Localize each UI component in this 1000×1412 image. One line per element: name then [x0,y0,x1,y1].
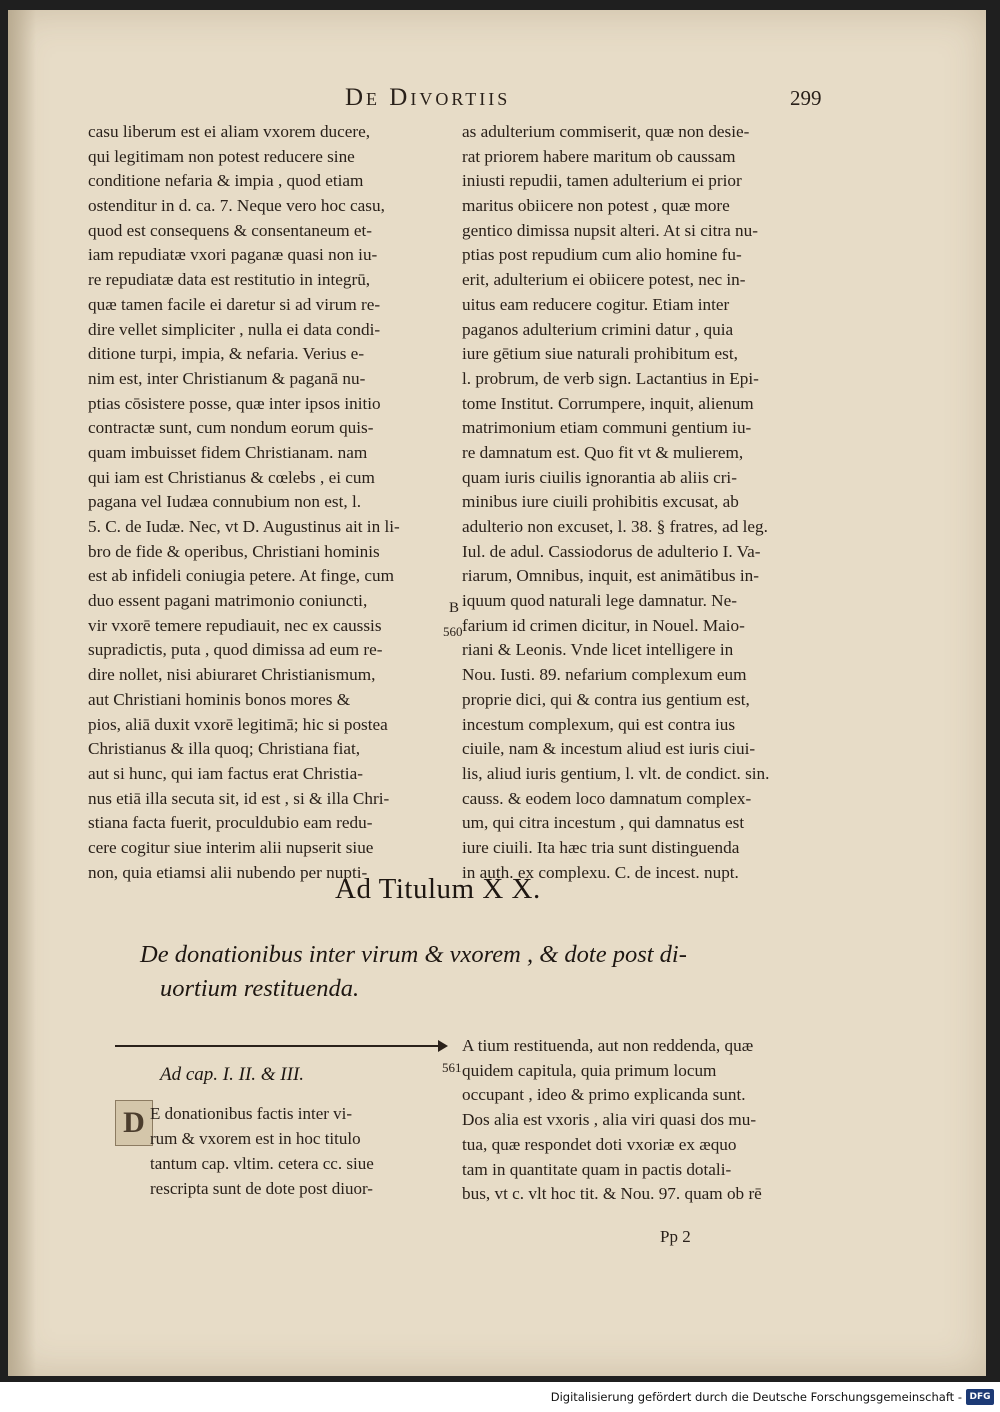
footer-credit: Digitalisierung gefördert durch die Deutsche Forschungsgemeinschaft - [550,1390,962,1404]
text-line: iure ciuili. Ita hæc tria sunt distinguenda [462,837,740,857]
text-line: iure gētium siue naturali prohibitum est, [462,344,738,364]
text-line: nus etiā illa secuta sit, id est , si & illa Chri- [88,788,390,808]
margin-letter-b: B [449,600,460,616]
text-line: rescripta sunt de dote post diuor- [150,1179,373,1198]
text-line: quam imbuisset fidem Christianam. nam [88,442,368,462]
text-line: rat priorem habere maritum ob caussam [462,146,736,166]
text-line: riani & Leonis. Vnde licet intelligere in [462,640,734,660]
text-line: qui iam est Christianus & cœlebs , ei cum [88,467,375,487]
text-line: Iul. de adul. Cassiodorus de adulterio I. Va- [462,541,761,561]
subheading-line: uortium restituenda. [160,975,360,1002]
text-line: aut Christiani hominis bonos mores & [88,689,351,709]
footer [0,1386,1000,1412]
text-line: dire vellet simpliciter , nulla ei data condi- [88,319,381,339]
rule-arrow [438,1040,448,1052]
text-line: stiana facta fuerit, proculdubio eam redu- [88,813,373,833]
text-line: est ab infideli coniugia petere. At finge, cum [88,566,394,586]
dfg-logo: DFG [966,1389,994,1405]
text-line: supradictis, puta , quod dimissa ad eum re- [88,640,383,660]
text-line: tantum cap. vltim. cetera cc. siue [150,1154,374,1173]
text-line: casu liberum est ei aliam vxorem ducere, [88,122,371,141]
text-line: gentico dimissa nupsit alteri. At si citra nu- [462,220,758,240]
text-line: riarum, Omnibus, inquit, est animātibus in- [462,566,759,586]
text-line: um, qui citra incestum , qui damnatus est [462,813,745,833]
page-gutter [8,10,36,1376]
text-line: in auth. ex complexu. C. de incest. nupt. [462,862,739,882]
text-line: aut si hunc, qui iam factus erat Christia- [88,763,363,783]
text-line: uitus eam reducere cogitur. Etiam inter [462,294,730,314]
text-line: re repudiatæ data est restitutio in integrū, [88,270,371,290]
text-line: quam iuris ciuilis ignorantia ab aliis cri- [462,467,737,487]
text-line: lis, aliud iuris gentium, l. vlt. de condict. sin. [462,763,770,783]
right-column [462,120,832,885]
text-line: minibus iure ciuili prohibitis excusat, ab [462,492,739,512]
text-line: quidem capitula, quia primum locum [462,1060,717,1080]
text-line: Christianus & illa quoq; Christiana fiat, [88,739,361,759]
text-line: bro de fide & operibus, Christiani hominis [88,541,380,561]
text-line: tome Institut. Corrumpere, inquit, alienum [462,393,754,413]
left-column [88,120,453,885]
text-line: conditione nefaria & impia , quod etiam [88,171,364,191]
text-line: ditione turpi, impia, & nefaria. Verius e- [88,344,365,364]
text-line: as adulterium commiserit, quæ non desie- [462,122,750,141]
bottom-left-text [150,1101,374,1201]
margin-number-561: 561 [442,1060,462,1075]
running-title: De Divortiis [345,84,511,111]
text-line: cere cogitur siue interim alii nupserit siue [88,837,374,857]
text-line: erit, adulterium ei obiicere potest, nec in- [462,270,746,290]
text-line: E donationibus factis inter vi- [150,1104,353,1123]
text-line: iquum quod naturali lege damnatur. Ne- [462,591,737,611]
signature-mark: Pp 2 [660,1227,691,1246]
chapter-reference: Ad cap. I. II. & III. [160,1064,305,1085]
text-line: ciuile, nam & incestum aliud est iuris ciui- [462,739,756,759]
text-line: rum & vxorem est in hoc titulo [150,1129,361,1148]
text-line: tua, quæ respondet doti vxoriæ ex æquo [462,1134,737,1154]
text-line: pagana vel Iudæa connubium non est, l. [88,492,362,512]
text-line: 5. C. de Iudæ. Nec, vt D. Augustinus ait in li- [88,517,400,536]
text-line: farium id crimen dicitur, in Nouel. Maio- [462,615,745,635]
text-line: proprie dici, qui & contra ius gentium est, [462,689,750,709]
text-line: paganos adulterium crimini datur , quia [462,319,734,339]
margin-number-560: 560 [443,624,463,639]
text-line: pios, aliā duxit vxorē legitimā; hic si postea [88,714,388,734]
text-line: causs. & eodem loco damnatum complex- [462,788,752,808]
section-subheading [140,938,687,1006]
section-heading: Ad Titulum X X. [335,873,541,905]
text-line: ostenditur in d. ca. 7. Neque vero hoc casu, [88,196,385,216]
text-line: incestum complexum, qui est contra ius [462,714,736,734]
bottom-right-text [462,1034,762,1207]
text-line: Dos alia est vxoris , alia viri quasi dos mu- [462,1110,757,1130]
text-line: tam in quantitate quam in pactis dotali- [462,1159,732,1179]
text-line: vir vxorē temere repudiauit, nec ex caussis [88,615,382,635]
text-line: iniusti repudii, tamen adulterium ei prior [462,171,742,191]
decorated-initial: D [115,1100,153,1146]
text-line: A tium restituenda, aut non reddenda, quæ [462,1036,754,1055]
text-line: matrimonium etiam communi gentium iu- [462,418,752,438]
text-line: contractæ sunt, cum nondum eorum quis- [88,418,374,438]
text-line: maritus obiicere non potest , quæ more [462,196,730,216]
text-line: re damnatum est. Quo fit vt & mulierem, [462,442,744,462]
text-line: occupant , ideo & primo explicanda sunt. [462,1085,746,1105]
text-line: adulterio non excuset, l. 38. § fratres, ad leg. [462,517,768,536]
ornamental-rule [115,1045,440,1047]
text-line: iam repudiatæ vxori paganæ quasi non iu- [88,245,378,265]
text-line: non, quia etiamsi alii nubendo per nupti- [88,862,368,882]
text-line: quod est consequens & consentaneum et- [88,220,372,240]
text-line: l. probrum, de verb sign. Lactantius in Epi- [462,368,759,388]
text-line: ptias post repudium cum alio homine fu- [462,245,742,265]
text-line: Nou. Iusti. 89. nefarium complexum eum [462,665,747,685]
text-line: quæ tamen facile ei daretur si ad virum re- [88,294,381,314]
text-line: nim est, inter Christianum & paganā nu- [88,368,366,388]
text-line: qui legitimam non potest reducere sine [88,146,355,166]
text-line: ptias cōsistere posse, quæ inter ipsos initio [88,393,381,413]
text-line: bus, vt c. vlt hoc tit. & Nou. 97. quam ob rē [462,1184,762,1204]
text-line: duo essent pagani matrimonio coniuncti, [88,591,368,611]
subheading-line: De donationibus inter virum & vxorem , & dote post di- [140,941,687,968]
page-number: 299 [790,86,822,110]
text-line: dire nollet, nisi abiuraret Christianismum, [88,665,376,685]
page-header [0,84,978,124]
